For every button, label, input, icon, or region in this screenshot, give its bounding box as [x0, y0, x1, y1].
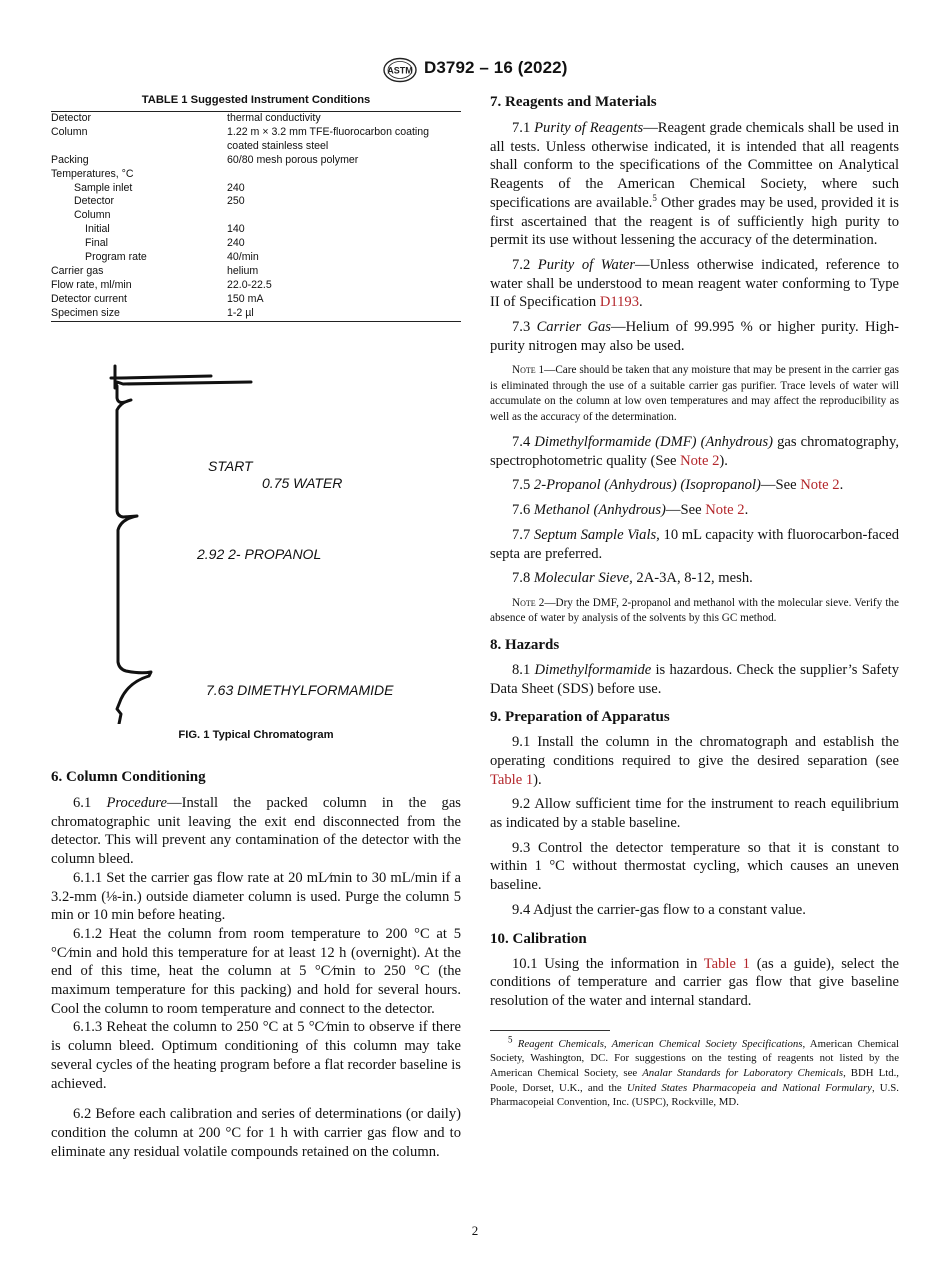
note-2-link[interactable]: Note 2	[800, 477, 840, 494]
paragraph-9-4: 9.4 Adjust the carrier-gas flow to a constant value.	[512, 901, 806, 918]
footnote-5: $^5$ Reagent Chemicals, American Chemical Society Specifications, American Chemical Society, Washington, DC. For suggestions on the testing of reagents not listed by the American Chemical Society, see Analar Standards for Laboratory Chemicals, BDH Ltd., Poole, Dorset, U.K., and the United States Pharmacopeia and National Formulary, U.S. Pharmacopeial Convention, Inc. (USPC), Rockville, MD.	[490, 1034, 900, 1109]
water-peak-label: 0.75 WATER	[262, 475, 343, 491]
page-number: 2	[471, 1223, 479, 1238]
table-1-link[interactable]: Table 1	[703, 955, 750, 972]
note-2-link[interactable]: Note 2	[705, 502, 745, 519]
footnote-rule	[490, 1030, 610, 1031]
table-row: Column	[74, 209, 111, 222]
astm-logo-icon	[380, 57, 420, 83]
chromatogram-trace	[111, 366, 251, 724]
table-row: Specimen size 1-2 µl	[51, 306, 254, 319]
section-6	[51, 769, 461, 1161]
table-row: Carrier gas helium	[51, 264, 259, 277]
paragraph-6-1-3: 6.1.3 Reheat the column to 250 °C at 5 °C∕min to observe if there is column bleed. Optimum conditioning of this column may take several cycles of the heating program before a flat recorder baseline is achieved.	[51, 1019, 461, 1092]
paragraph-10-1: 10.1 Using the information in Table 1 (as a guide), select the conditions of temperature and carrier gas flow that give baseline resolution of the water and internal standard.	[490, 955, 899, 1009]
table-row: Flow rate, ml/min 22.0-22.5	[51, 278, 272, 291]
paragraph-7-7: 7.7 Septum Sample Vials, 10 mL capacity with fluorocarbon-faced septa are preferred.	[490, 526, 899, 562]
note-2: Note 2—Dry the DMF, 2-propanol and methanol with the molecular sieve. Verify the absence of water by analysis of the solvents by this GC method.	[490, 596, 899, 625]
left-column	[51, 92, 461, 1160]
table-row: Column 1.22 m × 3.2 mm TFE-fluorocarbon coating coated stainless steel	[51, 125, 430, 152]
chromatogram-figure	[51, 354, 461, 724]
right-column	[490, 92, 899, 1110]
table-row: Packing 60/80 mesh porous polymer	[51, 153, 359, 166]
paragraph-6-1-2: 6.1.2 Heat the column from room temperature to 200 °C at 5 °C∕min and hold this temperature for at least 12 h (overnight). At the end of this time, heat the column at 5 °C∕min to 250 °C (the maximum temperature for this packing) and hold for several hours. Cool the column to room temperature and connect to the detector.	[51, 925, 461, 1017]
paragraph-9-1: 9.1 Install the column in the chromatograph and establish the operating conditions required to give the desired separation (see Table 1).	[490, 734, 899, 788]
table-row: Initial 140	[85, 223, 245, 236]
page-header	[0, 57, 950, 83]
paragraph-7-3: 7.3 Carrier Gas—Helium of 99.995 % or higher purity. High-purity nitrogen may also be used.	[490, 319, 900, 354]
paragraph-7-1: 7.1 Purity of Reagents—Reagent grade chemicals shall be used in all tests. Unless otherwise indicated, it is intended that all reagents shall conform to the specifications of the Committee on Analytical Reagents of the American Chemical Society, where such specifications are available.$^5$ Other grades may be used, provided it is first ascertained that the reagent is of sufficiently high purity to permit its use without lessening the accuracy of the determination.	[490, 120, 899, 249]
section-10-heading: 10. Calibration	[490, 930, 587, 947]
dmf-peak-label: 7.63 DIMETHYLFORMAMIDE	[206, 682, 394, 698]
table-row: Sample inlet 240	[74, 181, 245, 194]
paragraph-7-5: 7.5 2-Propanol (Anhydrous) (Isopropanol)—See Note 2.	[512, 477, 844, 494]
note-1: Note 1—Care should be taken that any moisture that may be present in the carrier gas is eliminated through the use of a suitable carrier gas purifier. Trace levels of water will accumulate on the column at low oven temperatures and may affect the reproducibility as well as the accuracy of the determination.	[490, 364, 899, 423]
table-row: Detector current 150 mA	[51, 292, 264, 305]
document-designation: D3792 – 16 (2022)	[424, 58, 568, 77]
table1-title: TABLE 1 Suggested Instrument Conditions	[141, 94, 371, 106]
figure-caption: FIG. 1 Typical Chromatogram	[178, 729, 334, 741]
paragraph-7-2: 7.2 Purity of Water—Unless otherwise indicated, reference to water shall be understood to mean reagent water conforming to Type II of Specification D1193.	[490, 256, 899, 311]
paragraph-7-4: 7.4 Dimethylformamide (DMF) (Anhydrous) gas chromatography, spectrophotometric quality (See Note 2).	[490, 434, 899, 469]
paragraph-7-8: 7.8 Molecular Sieve, 2A-3A, 8-12, mesh.	[512, 570, 753, 587]
section-8-heading: 8. Hazards	[490, 636, 560, 653]
paragraph-9-2: 9.2 Allow sufficient time for the instrument to reach equilibrium as indicated by a stable baseline.	[490, 796, 899, 832]
paragraph-6-1: 6.1 Procedure—Install the packed column in the gas chromatographic unit leaving the exit end disconnected from the detector. This will prevent any contamination of the detector with the column bleed.	[51, 795, 461, 868]
paragraph-8-1: 8.1 Dimethylformamide is hazardous. Check the supplier’s Safety Data Sheet (SDS) before use.	[490, 661, 899, 697]
section-9-heading: 9. Preparation of Apparatus	[490, 709, 670, 726]
instrument-conditions-table	[51, 111, 461, 322]
svg-text:ASTM: ASTM	[387, 65, 413, 76]
table-1-link[interactable]: Table 1	[490, 771, 534, 788]
table-row: Detector thermal conductivity	[51, 112, 321, 124]
paragraph-7-6: 7.6 Methanol (Anhydrous)—See Note 2.	[512, 502, 749, 519]
note-2-link[interactable]: Note 2	[680, 452, 720, 469]
table-row: Temperatures, °C	[51, 167, 134, 180]
paragraph-9-3: 9.3 Control the detector temperature so that it is constant to within 1 °C without thermostat cycling, which causes an uneven baseline.	[490, 839, 899, 894]
propanol-peak-label: 2.92 2- PROPANOL	[197, 546, 322, 562]
start-label: START	[208, 458, 253, 474]
paragraph-6-1-1: 6.1.1 Set the carrier gas flow rate at 20 mL∕min to 30 mL/min if a 3.2-mm (⅛-in.) outside diameter column is used. Purge the column 5 min or 10 min before heating.	[51, 869, 461, 924]
footnotes	[490, 1030, 899, 1111]
table-row: Program rate 40/min	[85, 251, 259, 264]
d1193-link[interactable]: D1193	[599, 294, 640, 311]
section-6-heading: 6. Column Conditioning	[51, 769, 206, 785]
section-7-heading: 7. Reagents and Materials	[490, 94, 657, 110]
table-row: Final 240	[85, 237, 245, 250]
paragraph-6-2: 6.2 Before each calibration and series of determinations (or daily) condition the column at 200 °C for 1 h with carrier gas flow and to eliminate any residual volatile compounds retained on the column.	[51, 1106, 461, 1160]
table-row: Detector 250	[74, 195, 245, 208]
